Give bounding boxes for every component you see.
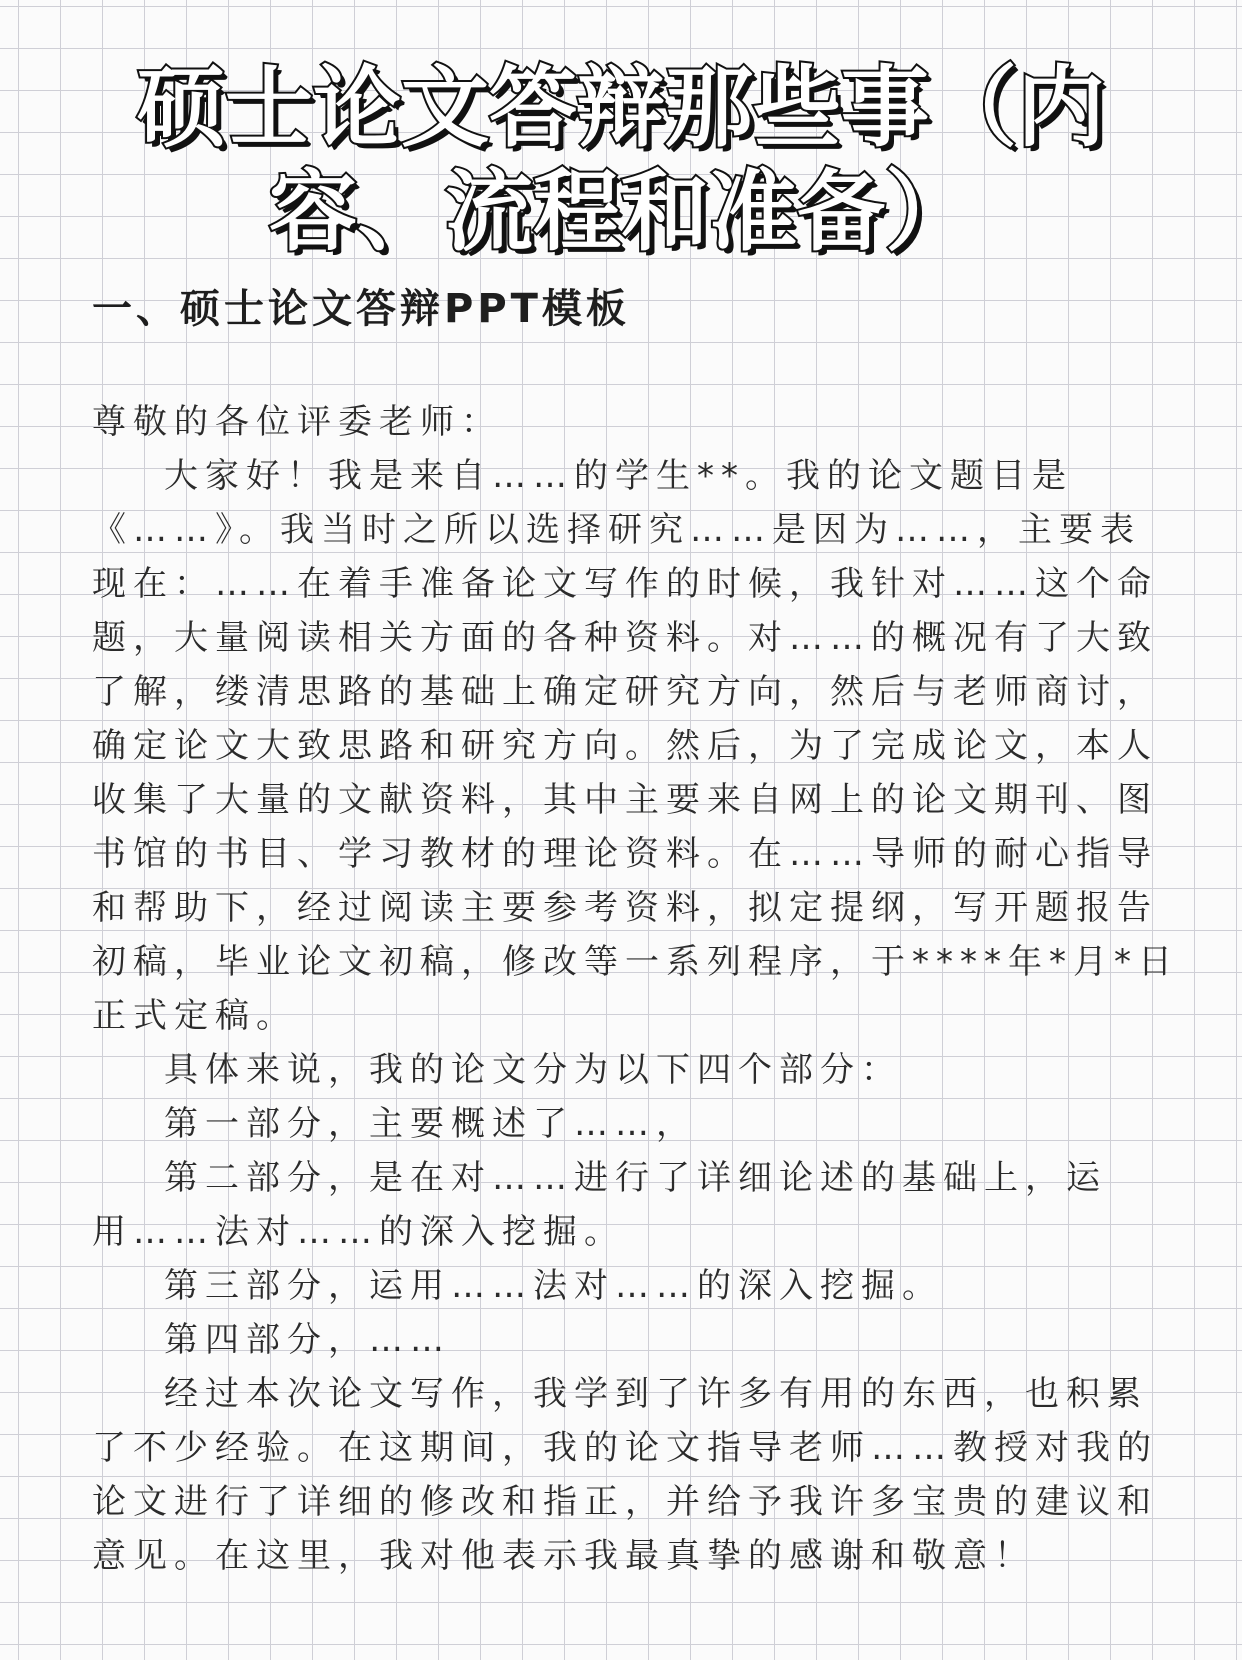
- page-title: [90, 56, 1152, 264]
- body-line: 现在：……在着手准备论文写作的时候，我针对……这个命: [92, 564, 1158, 604]
- body-line: 初稿，毕业论文初稿，修改等一系列程序，于****年*月*日: [92, 942, 1179, 982]
- body-line: 尊敬的各位评委老师：: [92, 402, 502, 442]
- body-line: 论文进行了详细的修改和指正，并给予我许多宝贵的建议和: [92, 1482, 1158, 1522]
- body-line: 和帮助下，经过阅读主要参考资料，拟定提纲，写开题报告: [92, 888, 1158, 928]
- body-line: 经过本次论文写作，我学到了许多有用的东西，也积累: [164, 1374, 1148, 1414]
- body-line: 具体来说，我的论文分为以下四个部分：: [164, 1050, 902, 1090]
- body-line: 意见。在这里，我对他表示我最真挚的感谢和敬意！: [92, 1536, 1035, 1576]
- body-line: 第二部分，是在对……进行了详细论述的基础上，运: [164, 1158, 1107, 1198]
- section-heading: 一、硕士论文答辩PPT模板: [92, 286, 630, 332]
- body-line: 用……法对……的深入挖掘。: [92, 1212, 625, 1252]
- speech-body: [92, 395, 1179, 1583]
- body-line: 收集了大量的文献资料，其中主要来自网上的论文期刊、图: [92, 780, 1158, 820]
- body-line: 确定论文大致思路和研究方向。然后，为了完成论文，本人: [92, 726, 1158, 766]
- body-line: 第四部分，……: [164, 1320, 451, 1360]
- body-line: 题，大量阅读相关方面的各种资料。对……的概况有了大致: [92, 618, 1158, 658]
- body-line: 第三部分，运用……法对……的深入挖掘。: [164, 1266, 943, 1306]
- body-line: 《……》。我当时之所以选择研究……是因为……，主要表: [92, 510, 1141, 550]
- body-line: 了不少经验。在这期间，我的论文指导老师……教授对我的: [92, 1428, 1158, 1468]
- body-line: 第一部分，主要概述了……，: [164, 1104, 697, 1144]
- body-line: 书馆的书目、学习教材的理论资料。在……导师的耐心指导: [92, 834, 1158, 874]
- body-line: 大家好！我是来自……的学生**。我的论文题目是: [164, 456, 1073, 496]
- body-line: 了解，缕清思路的基础上确定研究方向，然后与老师商讨，: [92, 672, 1158, 712]
- page-title-line-2: 容、流程和准备）: [268, 160, 973, 263]
- body-line: 正式定稿。: [92, 996, 297, 1036]
- page-title-line-1: 硕士论文答辩那些事（内: [136, 56, 1105, 159]
